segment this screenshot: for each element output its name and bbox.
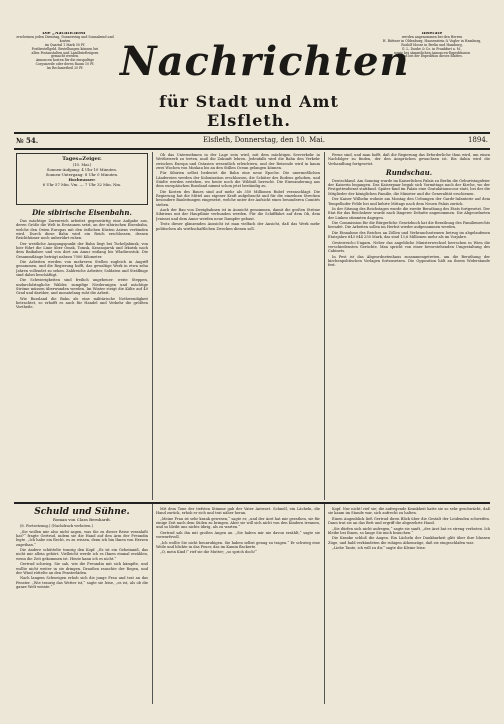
article-middle-paragraph: Ob das Unternehmen in der Lage sein wird, mit dem mächtigen Seeverkehr in Wettbewerb zu treten, muß die Zukunft lehren. Jedenfalls wird die Bahn den Verkehr zwischen Europa und Ostasien wesentlich erleichtern, und der Reisende wird in kaum zwei Wochen von Moskau bis an den Stillen Ocean gelangen können. <box>156 153 320 170</box>
rundschau-title: Rundschau. <box>385 167 433 177</box>
article-middle <box>156 153 320 498</box>
column-divider-4 <box>324 504 325 704</box>
rundschau-paragraph: In der Sitzung des Reichstages wurde die zweite Berathung des Etats fortgesetzt. Der Etat für das Reichsheer wurde nach längerer Debatte angenommen. Die Abgeordneten der Linken stimmten dagegen. <box>328 207 490 220</box>
article-middle-paragraph: Die Kosten des Baues sind auf mehr als 350 Millionen Rubel veranschlagt. Die Regierung hat die Mittel aus eigener Kraft aufgebracht und für die einzelnen Strecken besondere Bauleitungen eingesetzt, welche unter der Aufsicht eines besonderen Comités stehen. <box>156 189 320 207</box>
column-divider-1 <box>152 152 153 500</box>
feuilleton-paragraph: Einen Augenblick ließ Gertrud ihren Blick über die Gestalt der Leidenden schweifen. Dann trat sie an das Bett und ergriff die abgezehrte Hand. <box>328 516 490 526</box>
feuilleton-paragraph: „Sie wollen mir also nicht sagen, was Sie zu dieser Reise veranlaßt hat?“ fragte Gertrud, indem sie die Hand auf den Arm der Freundin legte. „Ich habe ein Recht, es zu wissen, denn ich bin Ihnen von Herzen zugethan.“ <box>16 529 148 547</box>
article-bahn-paragraph: Wie Russland die Bahn als eine militärische Nothwendigkeit betrachtet, so erhofft es auch für Handel und Verkehr die größten Vortheile. <box>16 296 148 310</box>
feuilleton-paragraph: „Meine Frau ist sehr krank gewesen,“ sagte er, „und der Arzt hat mir gerathen, sie für einige Zeit nach dem Süden zu bringen. Aber sie will sich nicht von den Kindern trennen, und so bleibt uns nichts übrig, als zu warten.“ <box>156 516 320 530</box>
article-middle-paragraph: Trotz dieser glänzenden Aussicht ist man vielfach der Ansicht, daß das Werk mehr politischen als wirthschaftlichen Zwecken dienen soll. <box>156 222 320 231</box>
subscription-notice <box>14 32 116 126</box>
feuilleton-paragraph: Die Andere schüttelte traurig den Kopf. „Es ist ein Geheimniß, das nicht mir allein gehört. Vielleicht werde ich es Ihnen einmal erzählen, wenn die Zeit gekommen ist. Heute kann ich es nicht.“ <box>16 548 148 561</box>
feuilleton-paragraph: Gertrud schwieg. Sie sah, wie die Freundin mit sich kämpfte, und wollte nicht weiter in sie dringen. Draußen rauschte der Regen, und der Wind rüttelte an den Fensterläden. <box>16 562 148 575</box>
subscription-notice-line: Im Reclametheil 20 Pf. <box>46 66 84 71</box>
oesterreich-paragraph: Oesterreich=Ungarn. Neber das angebliche Ministerwechsel herrschen in Wien die verschiedensten Gerüchte. Man spricht von einer bevorstehenden Umgestaltung des Cabinets. <box>328 240 490 254</box>
feuilleton-paragraph: Gertrud sah ihn mit großen Augen an. „Sie haben mir nie davon erzählt,“ sagte sie vorwurfsvoll. <box>156 530 320 540</box>
issue-number: № 54. <box>16 136 39 145</box>
subscription-notice-line: Corpuszeile oder deren Raum 10 Pf. <box>35 62 95 67</box>
newspaper-title: Nachrichten <box>120 38 410 85</box>
sunrise-line: Sonnen-Aufgang: 4 Uhr 10 Minuten. <box>46 167 118 172</box>
advertising-notice <box>374 32 490 108</box>
rundschau-paragraph: Die Commission für die Bürgerliche Gesetzbuch hat die Berathung des Familienrechts beendet. Die Arbeiten sollen im Herbst wieder aufgenommen werden. <box>328 221 490 230</box>
subscription-notice-line: Annoncen kosten für die einspaltige <box>35 58 95 63</box>
subscription-notice-line: Die „Nachrichten“ <box>42 32 88 36</box>
sunset-line: Sonnen-Untergang: 8 Uhr 0 Minuten. <box>45 172 119 177</box>
feuilleton-paragraph: „Ich wollte Sie nicht beunruhigen. Sie haben selbst genug zu tragen.“ Er schwieg eine Weile und blickte in das Feuer, das im Kamin flackerte. <box>156 540 320 549</box>
feuilleton-paragraph: Mit dem Tone der tiefsten Stimme gab der Vater Antwort. Schnell, ein Lächeln, die Hand zurück, erhob er sich und trat näher heran. <box>156 507 320 516</box>
dateline <box>14 135 490 147</box>
advertising-notice-line: werden angenommen bei den Herren <box>401 34 463 39</box>
article-middle-paragraph: Auch der Bau von Zweigbahnen ist in Aussicht genommen, damit die großen Ströme Sibiriens mit der Hauptlinie verbunden werden. Für die Schifffahrt auf dem Ob, dem Jenissei und dem Amur werden neue Dampfer gebaut. <box>156 208 320 221</box>
issue-year: 1894. <box>467 136 488 144</box>
tages-zeiger-subheading: (10. Mai.) <box>72 162 92 167</box>
feuilleton-title: Schuld und Sühne. <box>34 507 130 517</box>
article-bahn-paragraph: Die Arbeiten werden von mehreren Stellen zugleich in Angriff genommen, und die Regierung hofft, das gewaltige Werk in etwa zehn Jahren vollendet zu sehen. Zahlreiche Arbeiter, Soldaten und Sträflinge sind dabei beschäftigt. <box>16 260 148 277</box>
article-bahn <box>16 208 148 498</box>
article-right <box>328 153 490 498</box>
feuilleton-paragraph: Kopf. Nur nicht! rief sie; die aufregende Krankheit hatte sie so sehr geschwächt, daß sie kaum im Stande war, sich aufrecht zu halten. <box>328 507 490 516</box>
subscription-notice-line: gemacht werden. <box>50 54 80 59</box>
hochwasser-label: Hochwasser: <box>68 177 96 182</box>
subscription-notice-line: Postbestellgeld. Bestellungen können bei <box>31 46 99 51</box>
feuilleton-paragraph: (8. Fortsetzung.) (Nachdruck verboten.) <box>20 524 93 529</box>
feuilleton-paragraph: Die Kranke schloß die Augen. Ein Lächeln der Dankbarkeit glitt über ihre blassen Züge, und bald verkündeten die ruhigen Athemzüge, daß sie eingeschlafen war. <box>328 536 490 545</box>
tages-zeiger-heading: Tages=Zeiger. <box>62 156 102 162</box>
subscription-notice-line: allen Postanstalten und Landbriefträgern <box>31 50 99 55</box>
advertising-notice-line: und bei der Expedition dieses Blattes. <box>401 54 463 59</box>
advertising-notice-line: sowie bei sämmtlichen Annoncen-Expeditionen <box>393 50 471 55</box>
article-bahn-paragraph: Das mächtige Zarenreich arbeitet gegenwärtig eine Aufgabe aus, deren Größe die Welt in Erstaunen setzt, an der sibirischen Eisenbahn, welche den Osten Europas mit den östlichen Küsten Asiens verbinden wird. Durch diese Bahn wird ein Reich erschlossen, dessen Reichthümer noch unberührt ruhen. <box>16 219 148 241</box>
article-middle-paragraph: Für Sibirien selbst bedeutet die Bahn eine neue Epoche. Die unermeßlichen Ländereien werden der Kolonisation erschlossen, die Schätze des Bodens gehoben, und Städte werden erstehen, wo heute noch die Wildniß herrscht. Die Einwanderung aus dem europäischen Russland nimmt schon jetzt beständig zu. <box>156 171 320 189</box>
subscription-notice-line: erscheinen jeden Dienstag, Donnerstag und Sonnabend und kosten <box>16 34 114 43</box>
advertising-notice-line: Inserate <box>421 32 443 36</box>
feuilleton-rule <box>14 502 490 504</box>
feuilleton-col-1 <box>16 507 148 707</box>
tages-zeiger-box <box>16 153 148 205</box>
rundschau-paragraph: Deutschland. Am Sonntag wurde im Kaiserlichen Palais zu Berlin die Geburtstagsfeier der Kaiserin begangen. Das Kaiserpaar begab sich Vormittags nach der Kirche, wo der Festgottesdienst stattfand. Später fand im Palais eine Gratulationscour statt, bei der die Mitglieder der königlichen Familie, die Minister und die Generalität erschienen. <box>328 178 490 196</box>
article-right-paragraph: Ferne sind, und man hofft, daß die Regierung das Erforderliche thun wird, um einen Nachfolger zu finden, der den Ansprüchen gewachsen ist. Bis dahin wird die Verhandlung fortgesetzt. <box>328 153 490 166</box>
rundschau-paragraph: Die Einnahme des Reiches an Zöllen und Verbrauchssteuern betrug im abgelaufenen Etatsjahre 643 044 250 Mark, das sind 13,6 Millionen mehr als im Vorjahre. <box>328 230 490 240</box>
advertising-notice-line: G. L. Daube & Co. in Frankfurt a. M., <box>401 46 463 51</box>
issue-date: Elsfleth, Donnerstag, den 10. Mai. <box>203 136 325 144</box>
header-rule-bottom <box>14 148 490 150</box>
rundschau-paragraph: Der Kaiser Wilhelm wohnte am Montag den Uebungen der Garde-Infanterie auf dem Tempelhofer Felde bei und kehrte Mittags nach dem Neuen Palais zurück. <box>328 197 490 206</box>
article-bahn-title: Die sibirische Eisenbahn. <box>32 208 132 217</box>
feuilleton-paragraph: „Sie dürfen sich nicht aufregen,“ sagte sie sanft, „der Arzt hat es streng verboten. Ich bleibe bei Ihnen, so lange Sie mich brauchen.“ <box>328 526 490 535</box>
oesterreich-paragraph: In Pest ist das Abgeordnetenhaus zusammengetreten, um die Berathung der kirchenpolitischen Vorlagen fortzusetzen. Die Opposition hält an ihrem Widerstande fest. <box>328 254 490 268</box>
feuilleton-byline: Roman von Clara Bernhardt. <box>52 517 112 522</box>
feuilleton-col-3 <box>328 507 490 707</box>
article-bahn-paragraph: Die Schwierigkeiten sind freilich ungeheuer: weite Steppen, undurchdringliche Wälder, sumpfige Niederungen und mächtige Ströme müssen überwunden werden. Im Winter steigt die Kälte auf 40 Grad und darüber, und monatelang ruht die Arbeit. <box>16 278 148 296</box>
advertising-notice-line: H. Büttner in Oldenburg, Haasenstein & Vogler in Hamburg, <box>382 38 482 43</box>
column-divider-3 <box>152 504 153 704</box>
feuilleton-paragraph: „O, mein Kind!“ rief sie die Mutter; „so sprich doch!“ <box>160 550 257 555</box>
feuilleton-paragraph: „Liebe Tante, ich will zu dir,“ sagte die Kleine leise. <box>332 546 427 551</box>
subscription-notice-line: im Quartal 1 Mark 50 Pf. <box>44 42 86 47</box>
feuilleton-paragraph: Nach langem Schweigen erhob sich die junge Frau und trat an das Fenster. „Wie traurig das Wetter ist,“ sagte sie leise, „es ist, als ob die ganze Welt weinte.“ <box>16 576 148 589</box>
column-divider-2 <box>324 152 325 500</box>
header-rule-top <box>14 132 490 134</box>
feuilleton-col-2 <box>156 507 320 707</box>
article-bahn-paragraph: Der westliche Ausgangspunkt der Bahn liegt bei Tscheljabinsk; von hier führt die Linie über Omsk, Tomsk, Krasnojarsk und Irkutsk nach dem Baikalsee und von dort am Amur entlang bis Wladiwostok. Die Gesammtlänge beträgt nahezu 7000 Kilometer. <box>16 241 148 259</box>
advertising-notice-line: Rudolf Mosse in Berlin und Hamburg, <box>401 42 463 47</box>
hochwasser-times: 6 Uhr 57 Min. Vm. — 7 Uhr 32 Min. Nm. <box>42 182 122 187</box>
newspaper-subtitle: für Stadt und Amt Elsfleth. <box>159 92 339 130</box>
